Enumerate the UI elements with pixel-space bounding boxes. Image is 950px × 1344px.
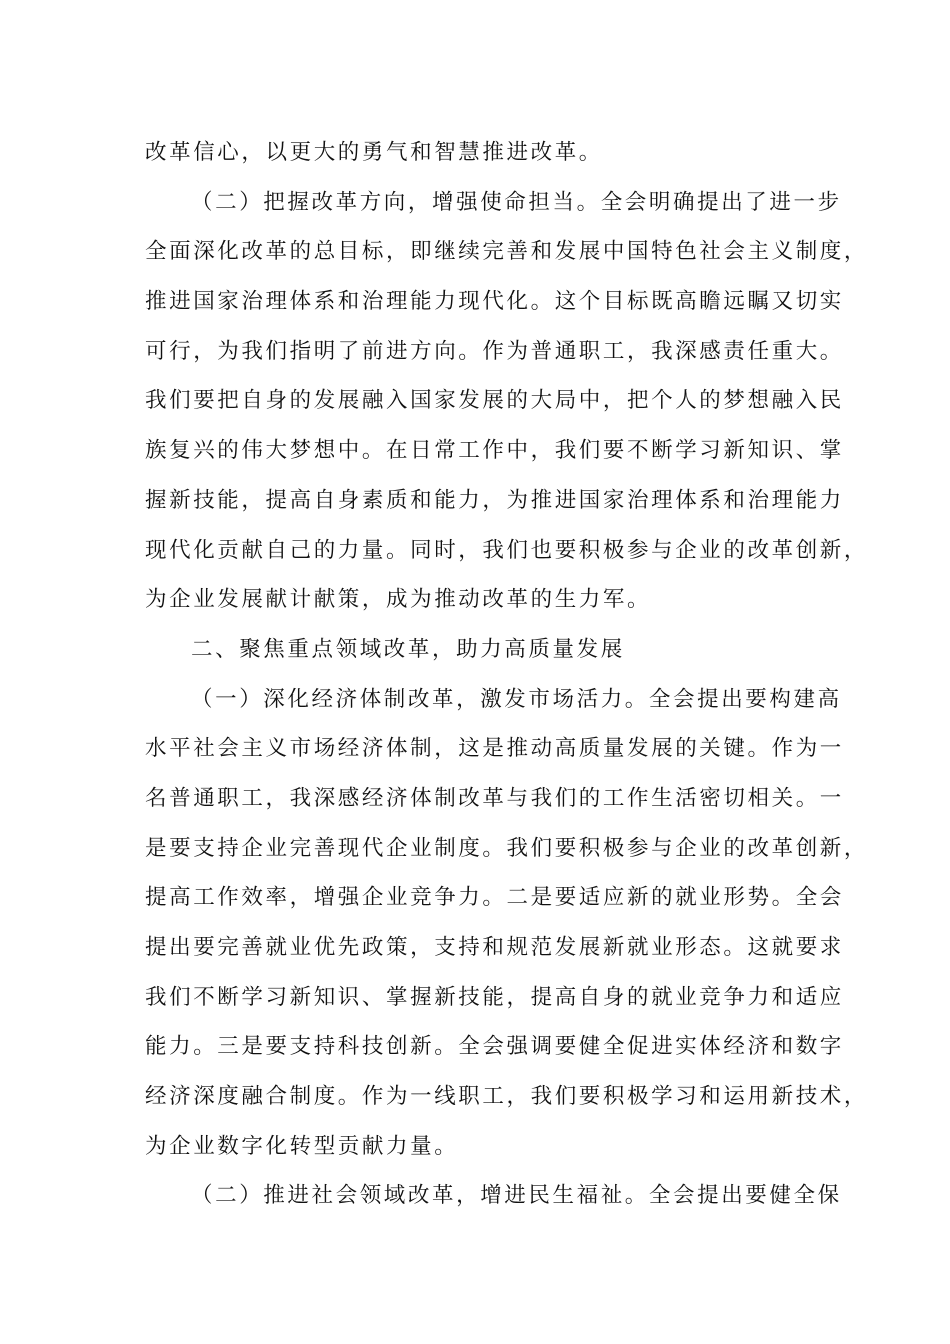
text-line: （二）推进社会领域改革，增进民生福祉。全会提出要健全保	[191, 1183, 842, 1209]
body-text	[145, 128, 869, 1221]
text-line: 我们不断学习新知识、掌握新技能，提高自身的就业竞争力和适应	[145, 984, 844, 1010]
text-line: 经济深度融合制度。作为一线职工，我们要积极学习和运用新技术，	[145, 1084, 869, 1110]
text-line: 提出要完善就业优先政策，支持和规范发展新就业形态。这就要求	[145, 935, 844, 960]
text-line: 为企业发展献计献策，成为推动改革的生力军。	[145, 587, 652, 613]
text-line: 我们要把自身的发展融入国家发展的大局中，把个人的梦想融入民	[145, 388, 844, 414]
text-line: 是要支持企业完善现代企业制度。我们要积极参与企业的改革创新，	[145, 835, 869, 861]
section-heading: 二、聚焦重点领域改革，助力高质量发展	[191, 636, 625, 662]
text-line: 名普通职工，我深感经济体制改革与我们的工作生活密切相关。一	[145, 785, 844, 811]
text-line: 全面深化改革的总目标，即继续完善和发展中国特色社会主义制度，	[145, 239, 869, 265]
text-line: 提高工作效率，增强企业竞争力。二是要适应新的就业形势。全会	[145, 885, 844, 911]
text-line: 可行，为我们指明了前进方向。作为普通职工，我深感责任重大。	[145, 338, 844, 364]
text-line: 握新技能，提高自身素质和能力，为推进国家治理体系和治理能力	[145, 487, 844, 513]
text-line: 能力。三是要支持科技创新。全会强调要健全促进实体经济和数字	[145, 1034, 844, 1060]
text-line: 水平社会主义市场经济体制，这是推动高质量发展的关键。作为一	[145, 736, 844, 762]
text-line: （一）深化经济体制改革，激发市场活力。全会提出要构建高	[191, 686, 842, 712]
text-line: 推进国家治理体系和治理能力现代化。这个目标既高瞻远瞩又切实	[145, 289, 844, 315]
text-line: （二）把握改革方向，增强使命担当。全会明确提出了进一步	[191, 189, 842, 215]
text-line: 族复兴的伟大梦想中。在日常工作中，我们要不断学习新知识、掌	[145, 438, 844, 464]
text-line: 现代化贡献自己的力量。同时，我们也要积极参与企业的改革创新，	[145, 537, 869, 563]
text-line: 为企业数字化转型贡献力量。	[145, 1133, 459, 1159]
text-line: 改革信心，以更大的勇气和智慧推进改革。	[145, 140, 603, 165]
